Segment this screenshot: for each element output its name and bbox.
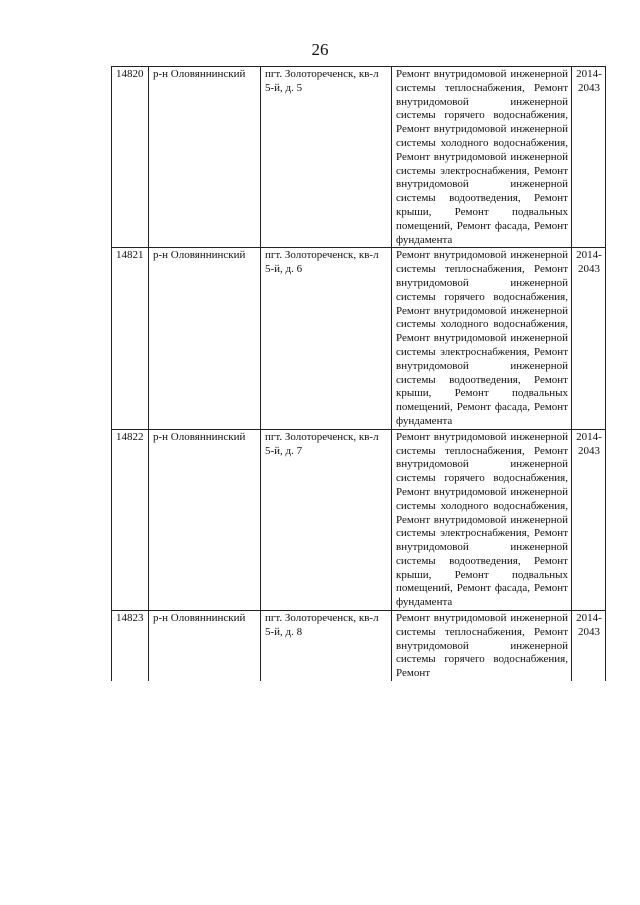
table-row: [112, 429, 606, 610]
registry-table: [111, 66, 606, 681]
district-cell: р-н Оловяннинский: [149, 248, 261, 429]
works-cell: Ремонт внутридомовой инженерной системы теплоснабжения, Ремонт внутридомовой инженерной системы горячего водоснабжения, Ремонт внутридомовой инженерной системы холодного водоснабжения, Ремонт внутридомовой инженерной системы электроснабжения, Ремонт внутридомовой инженерной системы водоотведения, Ремонт крыши, Ремонт подвальных помещений, Ремонт фасада, Ремонт фундамента: [392, 248, 572, 429]
address-cell: пгт. Золотореченск, кв-л 5-й, д. 6: [261, 248, 392, 429]
works-cell: Ремонт внутридомовой инженерной системы теплоснабжения, Ремонт внутридомовой инженерной системы горячего водоснабжения, Ремонт: [392, 611, 572, 681]
row-number: 14823: [112, 611, 149, 681]
row-number: 14821: [112, 248, 149, 429]
address-cell: пгт. Золотореченск, кв-л 5-й, д. 8: [261, 611, 392, 681]
district-cell: р-н Оловяннинский: [149, 611, 261, 681]
table-row: [112, 67, 606, 248]
period-cell: 2014-2043: [572, 429, 606, 610]
period-cell: 2014-2043: [572, 67, 606, 248]
works-cell: Ремонт внутридомовой инженерной системы теплоснабжения, Ремонт внутридомовой инженерной системы горячего водоснабжения, Ремонт внутридомовой инженерной системы холодного водоснабжения, Ремонт внутридомовой инженерной системы электроснабжения, Ремонт внутридомовой инженерной системы водоотведения, Ремонт крыши, Ремонт подвальных помещений, Ремонт фасада, Ремонт фундамента: [392, 67, 572, 248]
works-cell: Ремонт внутридомовой инженерной системы теплоснабжения, Ремонт внутридомовой инженерной системы горячего водоснабжения, Ремонт внутридомовой инженерной системы холодного водоснабжения, Ремонт внутридомовой инженерной системы электроснабжения, Ремонт внутридомовой инженерной системы водоотведения, Ремонт крыши, Ремонт подвальных помещений, Ремонт фасада, Ремонт фундамента: [392, 429, 572, 610]
address-cell: пгт. Золотореченск, кв-л 5-й, д. 7: [261, 429, 392, 610]
table-row: [112, 248, 606, 429]
period-cell: 2014-2043: [572, 611, 606, 681]
page-number: 26: [311, 40, 329, 59]
table-row: [112, 611, 606, 681]
district-cell: р-н Оловяннинский: [149, 67, 261, 248]
row-number: 14820: [112, 67, 149, 248]
district-cell: р-н Оловяннинский: [149, 429, 261, 610]
period-cell: 2014-2043: [572, 248, 606, 429]
row-number: 14822: [112, 429, 149, 610]
address-cell: пгт. Золотореченск, кв-л 5-й, д. 5: [261, 67, 392, 248]
